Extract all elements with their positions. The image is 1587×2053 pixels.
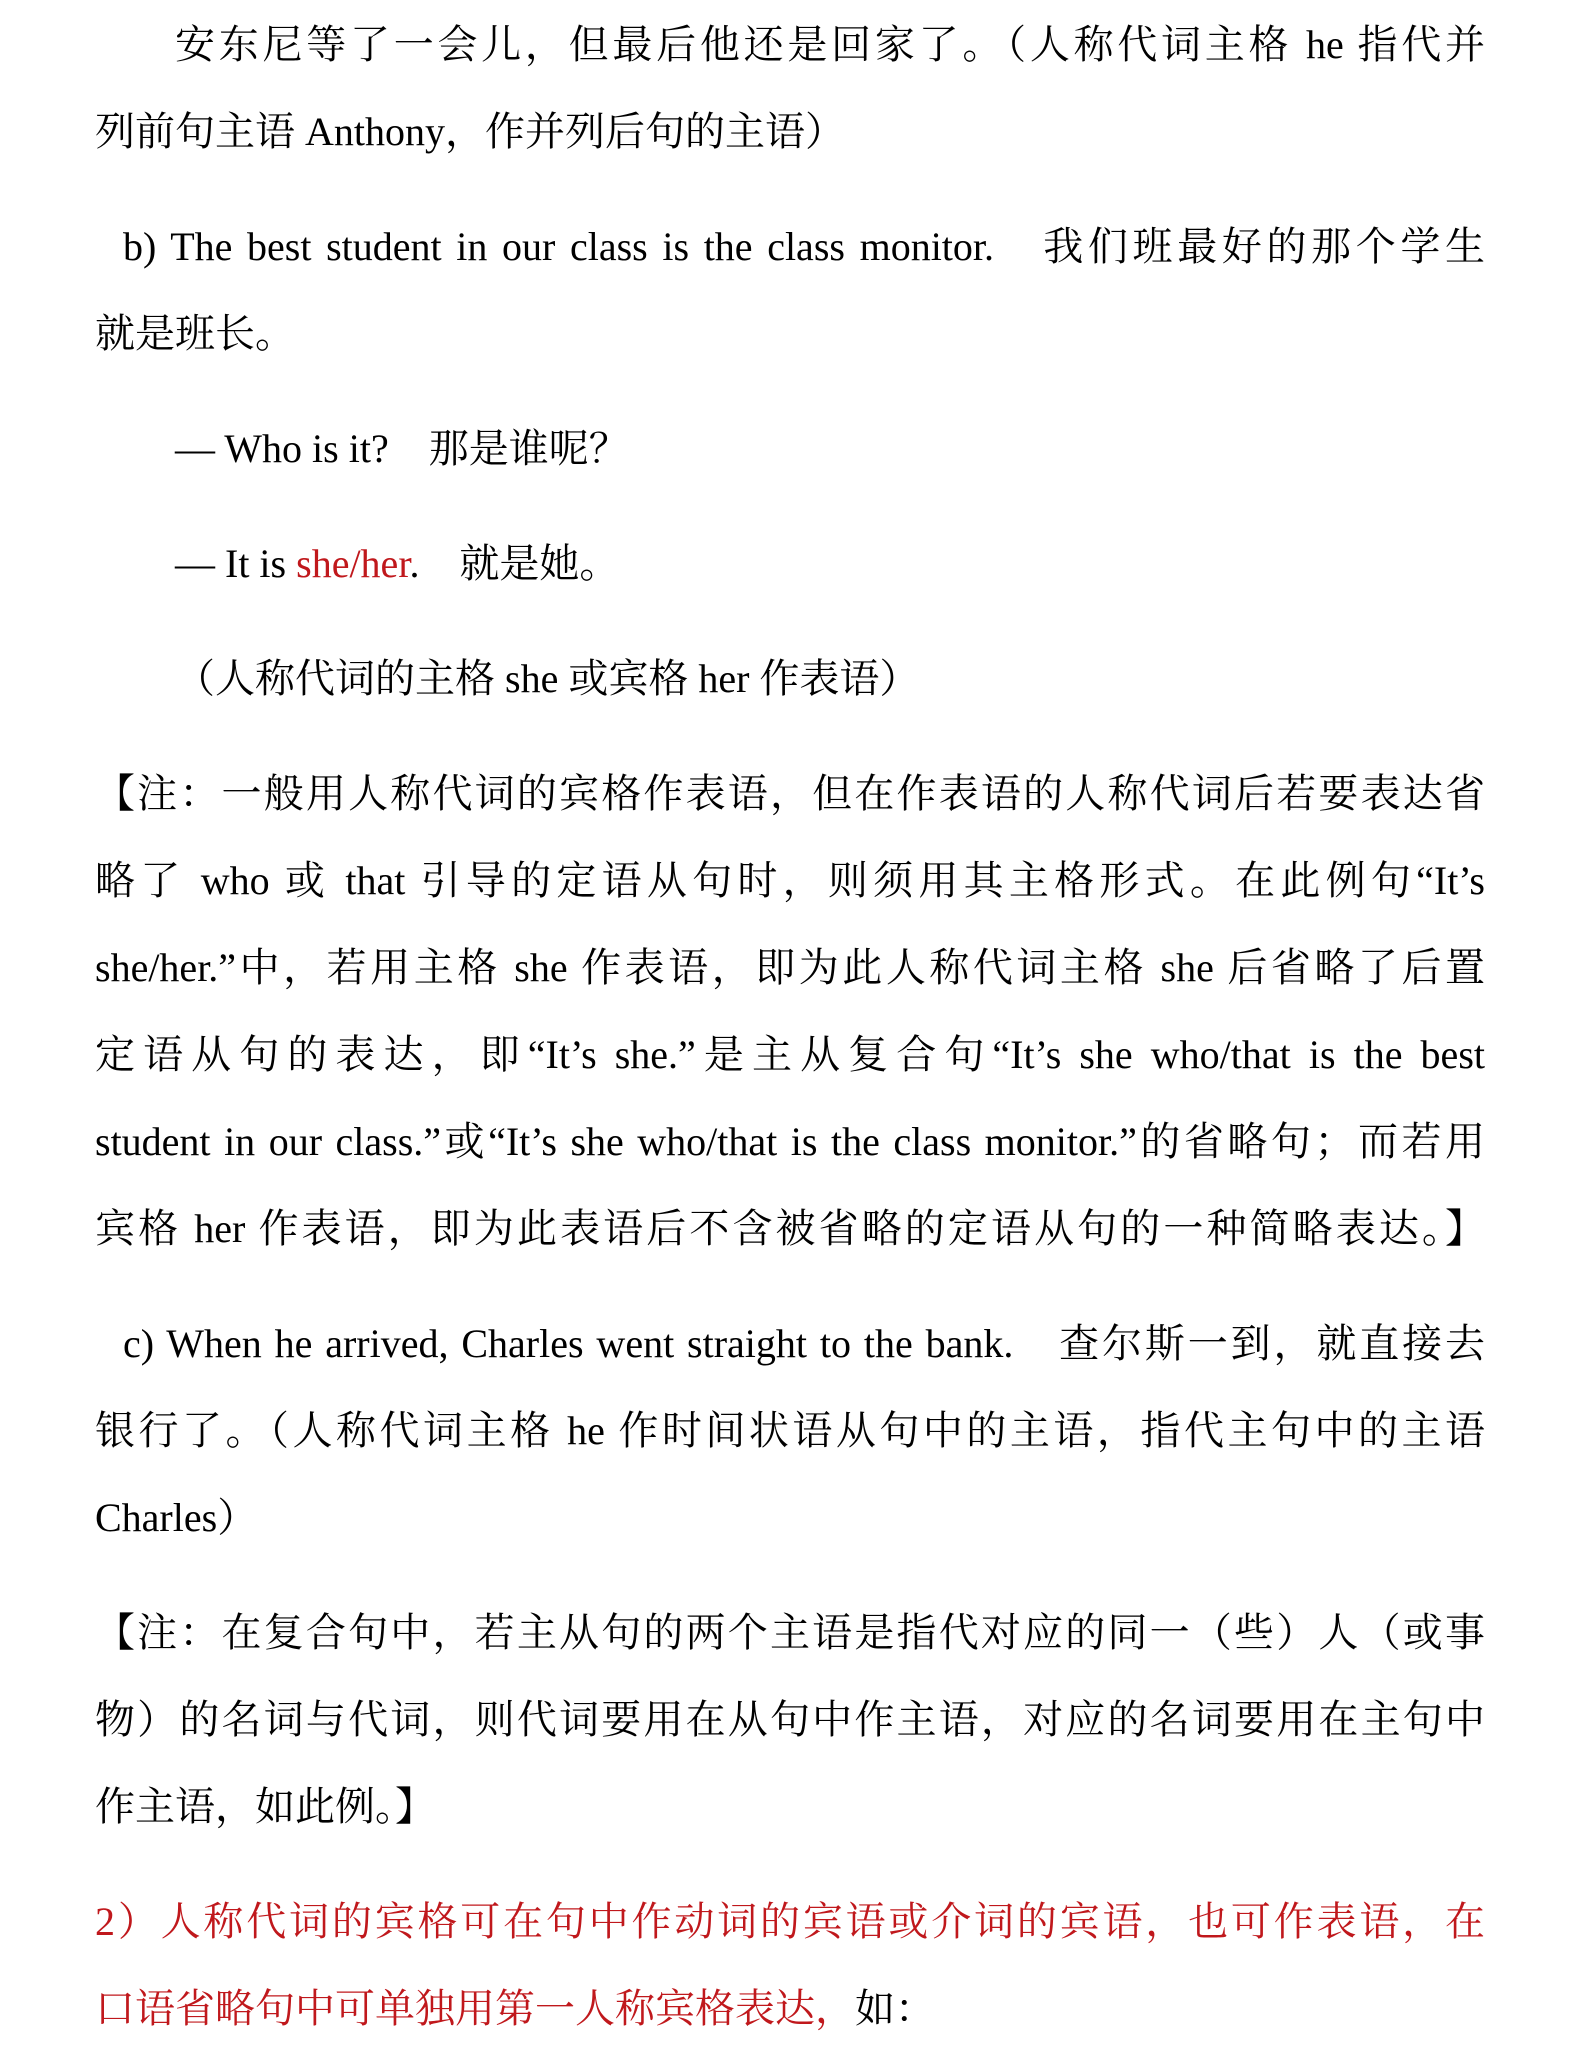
text-line [95,1,1485,88]
text-segment: 略了 who 或 that 引导的定语从句时，则须用其主格形式。在此例句“It’s [95,858,1485,903]
text-segment: 如： [855,1986,935,2031]
text-line [95,88,1485,175]
text-line [95,924,1485,1011]
text-line [95,1011,1485,1098]
text-segment: . 就是她。 [409,541,620,586]
text-segment: （人称代词的主格 she 或宾格 her 作表语） [175,656,920,701]
text-line [95,520,1485,607]
text-line [95,1878,1485,1965]
text-line [95,1474,1485,1561]
text-line [95,1185,1485,1272]
paragraph [95,1878,1485,2052]
highlighted-text-segment: she/her [296,541,410,586]
text-segment: 定语从句的表达，即“It’s she.”是主从复合句“It’s she who/that is the best [95,1032,1485,1077]
text-line [95,1589,1485,1676]
text-segment: 银行了。（人称代词主格 he 作时间状语从句中的主语，指代主句中的主语 [95,1408,1485,1453]
text-segment: she/her.”中，若用主格 she 作表语，即为此人称代词主格 she 后省略了后置 [95,945,1485,990]
text-segment: 【注：在复合句中，若主从句的两个主语是指代对应的同一（些）人（或事 [95,1610,1485,1655]
paragraph [95,1589,1485,1850]
highlighted-text-segment: 2）人称代词的宾格可在句中作动词的宾语或介词的宾语，也可作表语，在 [95,1899,1485,1944]
text-line [95,1965,1485,2052]
text-line [95,290,1485,377]
text-line [95,1676,1485,1763]
text-segment: — Who is it? 那是谁呢？ [175,426,629,471]
text-segment: Charles） [95,1495,258,1540]
text-line [95,405,1485,492]
paragraph [95,203,1485,377]
text-line [95,837,1485,924]
text-segment: 物）的名词与代词，则代词要用在从句中作主语，对应的名词要用在主句中 [95,1697,1485,1742]
text-line [95,635,1485,722]
text-line [95,1098,1485,1185]
paragraph [95,1300,1485,1561]
text-segment: 列前句主语 Anthony，作并列后句的主语） [95,109,845,154]
text-segment: 宾格 her 作表语，即为此表语后不含被省略的定语从句的一种简略表达。】 [95,1206,1485,1251]
paragraph [95,635,1485,722]
text-segment: 安东尼等了一会儿，但最后他还是回家了。（人称代词主格 he 指代并 [175,22,1485,67]
paragraph [95,520,1485,607]
text-segment: — It is [175,541,297,586]
text-segment: c) When he arrived, Charles went straight to the bank. 查尔斯一到，就直接去 [123,1321,1485,1366]
text-segment: 作主语，如此例。】 [95,1784,435,1829]
paragraph [95,750,1485,1272]
paragraph [95,1,1485,175]
text-line [95,1300,1485,1387]
text-line [95,1387,1485,1474]
text-segment: b) The best student in our class is the class monitor. 我们班最好的那个学生 [123,224,1485,269]
text-line [95,750,1485,837]
text-segment: 【注：一般用人称代词的宾格作表语，但在作表语的人称代词后若要表达省 [95,771,1485,816]
text-line [95,203,1485,290]
text-segment: 就是班长。 [95,311,295,356]
paragraph [95,405,1485,492]
text-line [95,1763,1485,1850]
highlighted-text-segment: 口语省略句中可单独用第一人称宾格表达， [95,1986,855,2031]
text-segment: student in our class.”或“It’s she who/that is the class monitor.”的省略句；而若用 [95,1119,1485,1164]
